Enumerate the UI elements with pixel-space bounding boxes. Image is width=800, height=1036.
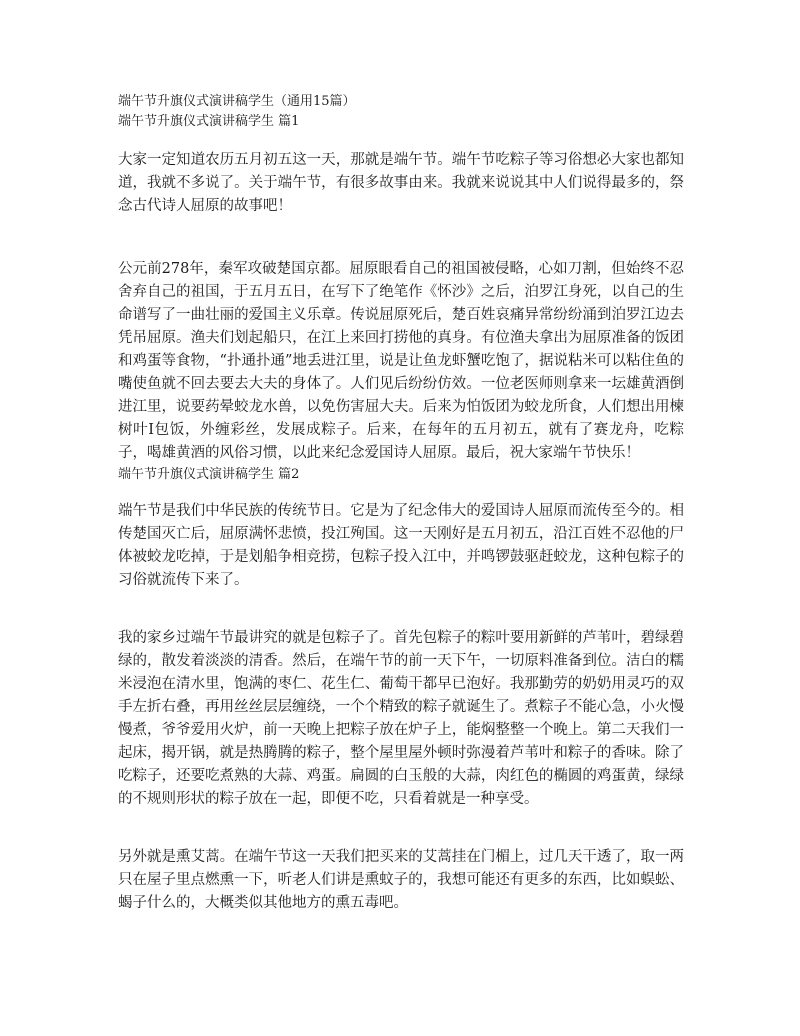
- spacer: [118, 218, 684, 258]
- document-title: 端午节升旗仪式演讲稿学生（通用15篇）: [118, 94, 356, 109]
- section-2-paragraph-2: 我的家乡过端午节最讲究的就是包粽子了。首先包粽子的粽叶要用新鲜的芦苇叶，碧绿碧绿的，散发着淡淡的清香。然后，在端午节的前一天下午，一切原料准备到位。洁白的糯米浸泡在清水里，饱满的枣仁、花生仁、葡萄干都早已泡好。我那勤劳的奶奶用灵巧的双手左折右叠，再用丝丝层层缠绕，一个个精致的粽子就诞生了。煮粽子不能心急，小火慢慢煮，爷爷爱用火炉，前一天晚上把粽子放在炉子上，能焖整整一个晚上。第二天我们一起床，揭开锅，就是热腾腾的粽子，整个屋里屋外顿时弥漫着芦苇叶和粽子的香味。除了吃粽子，还要吃煮熟的大蒜、鸡蛋。扁圆的白玉般的大蒜，肉红色的椭圆的鸡蛋黄，绿绿的不规则形状的粽子放在一起，即便不吃，只看着就是一种享受。: [118, 630, 684, 807]
- section-2-paragraph-1: 端午节是我们中华民族的传统节日。它是为了纪念伟大的爱国诗人屈原而流传至今的。相传楚国灭亡后，屈原满怀悲愤，投江殉国。这一天刚好是五月初五，沿江百姓不忍他的尸体被蛟龙吃掉，于是划船争相竞捞，包粽子投入江中，并鸣锣鼓驱赶蛟龙，这种包粽子的习俗就流传下来了。: [118, 503, 684, 588]
- section-1-paragraph-1: 大家一定知道农历五月初五这一天，那就是端午节。端午节吃粽子等习俗想必大家也都知道，我就不多说了。关于端午节，有很多故事由来。我就来说说其中人们说得最多的，祭念古代诗人屈原的故事吧！: [118, 152, 684, 214]
- spacer: [118, 132, 684, 149]
- document-page: [118, 92, 684, 915]
- spacer: [118, 592, 684, 627]
- section-1-heading: 端午节升旗仪式演讲稿学生 篇1: [118, 114, 300, 129]
- section-2-heading: 端午节升旗仪式演讲稿学生 篇2: [118, 467, 300, 482]
- section-2-paragraph-3: 另外就是熏艾蒿。在端午节这一天我们把买来的艾蒿挂在门楣上，过几天干透了，取一两只在屋子里点燃熏一下，听老人们讲是熏蚊子的，我想可能还有更多的东西，比如蜈蚣、蝎子什么的，大概类似其他地方的熏五毒吧。: [118, 849, 684, 911]
- spacer: [118, 485, 684, 500]
- spacer: [118, 811, 684, 846]
- section-1-paragraph-2: 公元前278年，秦军攻破楚国京都。屈原眼看自己的祖国被侵略，心如刀割，但始终不忍舍弃自己的祖国，于五月五日，在写下了绝笔作《怀沙》之后，泊罗江身死，以自己的生命谱写了一曲壮丽的爱国主义乐章。传说屈原死后，楚百姓哀痛异常纷纷涌到泊罗江边去凭吊屈原。渔夫们划起船只，在江上来回打捞他的真身。有位渔夫拿出为屈原准备的饭团和鸡蛋等食物，“扑通扑通”地丢进江里，说是让鱼龙虾蟹吃饱了，据说粘米可以粘住鱼的嘴使鱼就不回去要去大夫的身体了。人们见后纷纷仿效。一位老医师则拿来一坛雄黄酒倒进江里，说要药晕蛟龙水兽，以免伤害屈大夫。后来为怕饭团为蛟龙所食，人们想出用楝树叶I包饭，外缠彩丝，发展成粽子。后来，在每年的五月初五，就有了赛龙舟，吃粽子，喝雄黄酒的风俗习惯，以此来纪念爱国诗人屈原。最后，祝大家端午节快乐！: [118, 261, 684, 461]
